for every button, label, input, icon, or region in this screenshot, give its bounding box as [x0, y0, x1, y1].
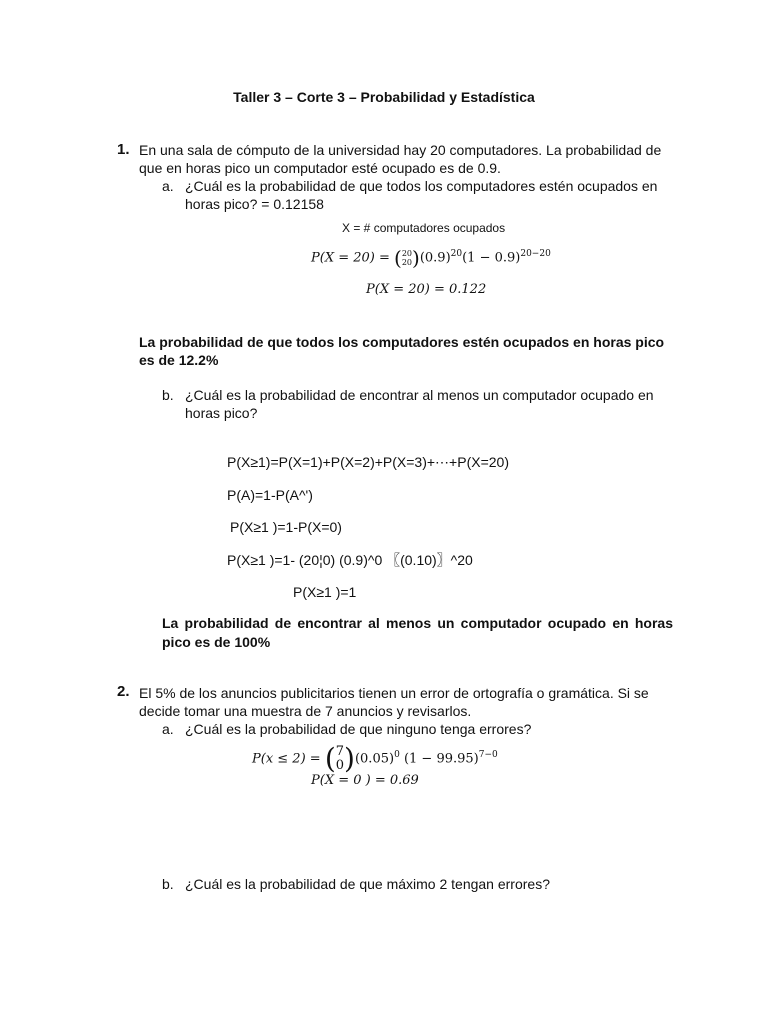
formula-complement: P(A)=1-P(A^'): [227, 487, 313, 503]
success-exponent: 20: [450, 248, 463, 259]
failure-exponent: 20−20: [520, 248, 551, 259]
equation-lhs: P(x ≤ 2) =: [252, 751, 325, 767]
failure-probability: (1 − 0.9): [462, 250, 521, 266]
question-2-number: 2.: [117, 683, 130, 700]
question-1b-text-line-2: horas pico?: [185, 405, 258, 421]
question-1a-marker: a.: [162, 178, 174, 194]
question-2-text-line-2: decide tomar una muestra de 7 anuncios y revisarlos.: [139, 703, 472, 719]
binomial-coefficient: (7 0): [324, 742, 355, 775]
binomial-top: 20: [401, 249, 413, 258]
formula-result: P(X≥1 )=1: [293, 584, 357, 600]
question-1b-marker: b.: [162, 387, 174, 403]
question-2b-marker: b.: [162, 876, 174, 892]
answer-1a-line-2: es de 12.2%: [139, 352, 219, 368]
failure-probability: (1 − 99.95): [403, 751, 479, 767]
page-title: Taller 3 – Corte 3 – Probabilidad y Estadística: [233, 89, 535, 105]
question-1b-text-line-1: ¿Cuál es la probabilidad de encontrar al menos un computador ocupado en: [185, 387, 654, 403]
equation-lhs: P(X = 20) =: [311, 250, 395, 266]
question-1-text-line-1: En una sala de cómputo de la universidad hay 20 computadores. La probabilidad de: [139, 142, 662, 158]
formula-at-least-one: P(X≥1 )=1-P(X=0): [230, 519, 342, 535]
binomial-top: 7: [335, 744, 345, 759]
success-probability: (0.05): [354, 751, 395, 767]
question-2b-text-line-1: ¿Cuál es la probabilidad de que máximo 2 tengan errores?: [185, 876, 550, 892]
answer-1a-line-1: La probabilidad de que todos los computadores estén ocupados en horas pico: [139, 334, 665, 350]
formula-sum: P(X≥1)=P(X=1)+P(X=2)+P(X=3)+⋯+P(X=20): [227, 454, 509, 470]
result-equation-1a: P(X = 20) = 0.122: [366, 282, 487, 297]
result-equation-2a: P(X = 0 ) = 0.69: [311, 773, 419, 788]
binomial-equation-2a: [252, 742, 498, 775]
success-probability: (0.9): [419, 250, 451, 266]
binomial-coefficient: (20 20): [394, 246, 420, 270]
question-2a-marker: a.: [162, 721, 174, 737]
question-2a-text-line-1: ¿Cuál es la probabilidad de que ninguno tenga errores?: [185, 721, 532, 737]
formula-substitution: P(X≥1 )=1- (20¦0) (0.9)^0 〖(0.10)〗^20: [227, 552, 473, 568]
answer-1b-line-2: pico es de 100%: [162, 634, 271, 650]
question-1a-text-line-1: ¿Cuál es la probabilidad de que todos los computadores estén ocupados en: [185, 178, 658, 194]
failure-exponent: 7−0: [478, 749, 498, 760]
answer-1b-line-1: La probabilidad de encontrar al menos un computador ocupado en horas: [162, 615, 673, 631]
question-1a-text-line-2: horas pico? = 0.12158: [185, 196, 324, 212]
binomial-bottom: 0: [335, 758, 345, 773]
binomial-equation-1a: [311, 248, 551, 269]
question-2-text-line-1: El 5% de los anuncios publicitarios tienen un error de ortografía o gramática. Si se: [139, 685, 649, 701]
variable-definition: X = # computadores ocupados: [342, 221, 506, 235]
success-exponent: 0: [394, 749, 400, 760]
question-1-number: 1.: [117, 141, 130, 158]
question-1-text-line-2: que en horas pico un computador esté ocupado es de 0.9.: [139, 160, 501, 176]
binomial-bottom: 20: [401, 258, 413, 267]
